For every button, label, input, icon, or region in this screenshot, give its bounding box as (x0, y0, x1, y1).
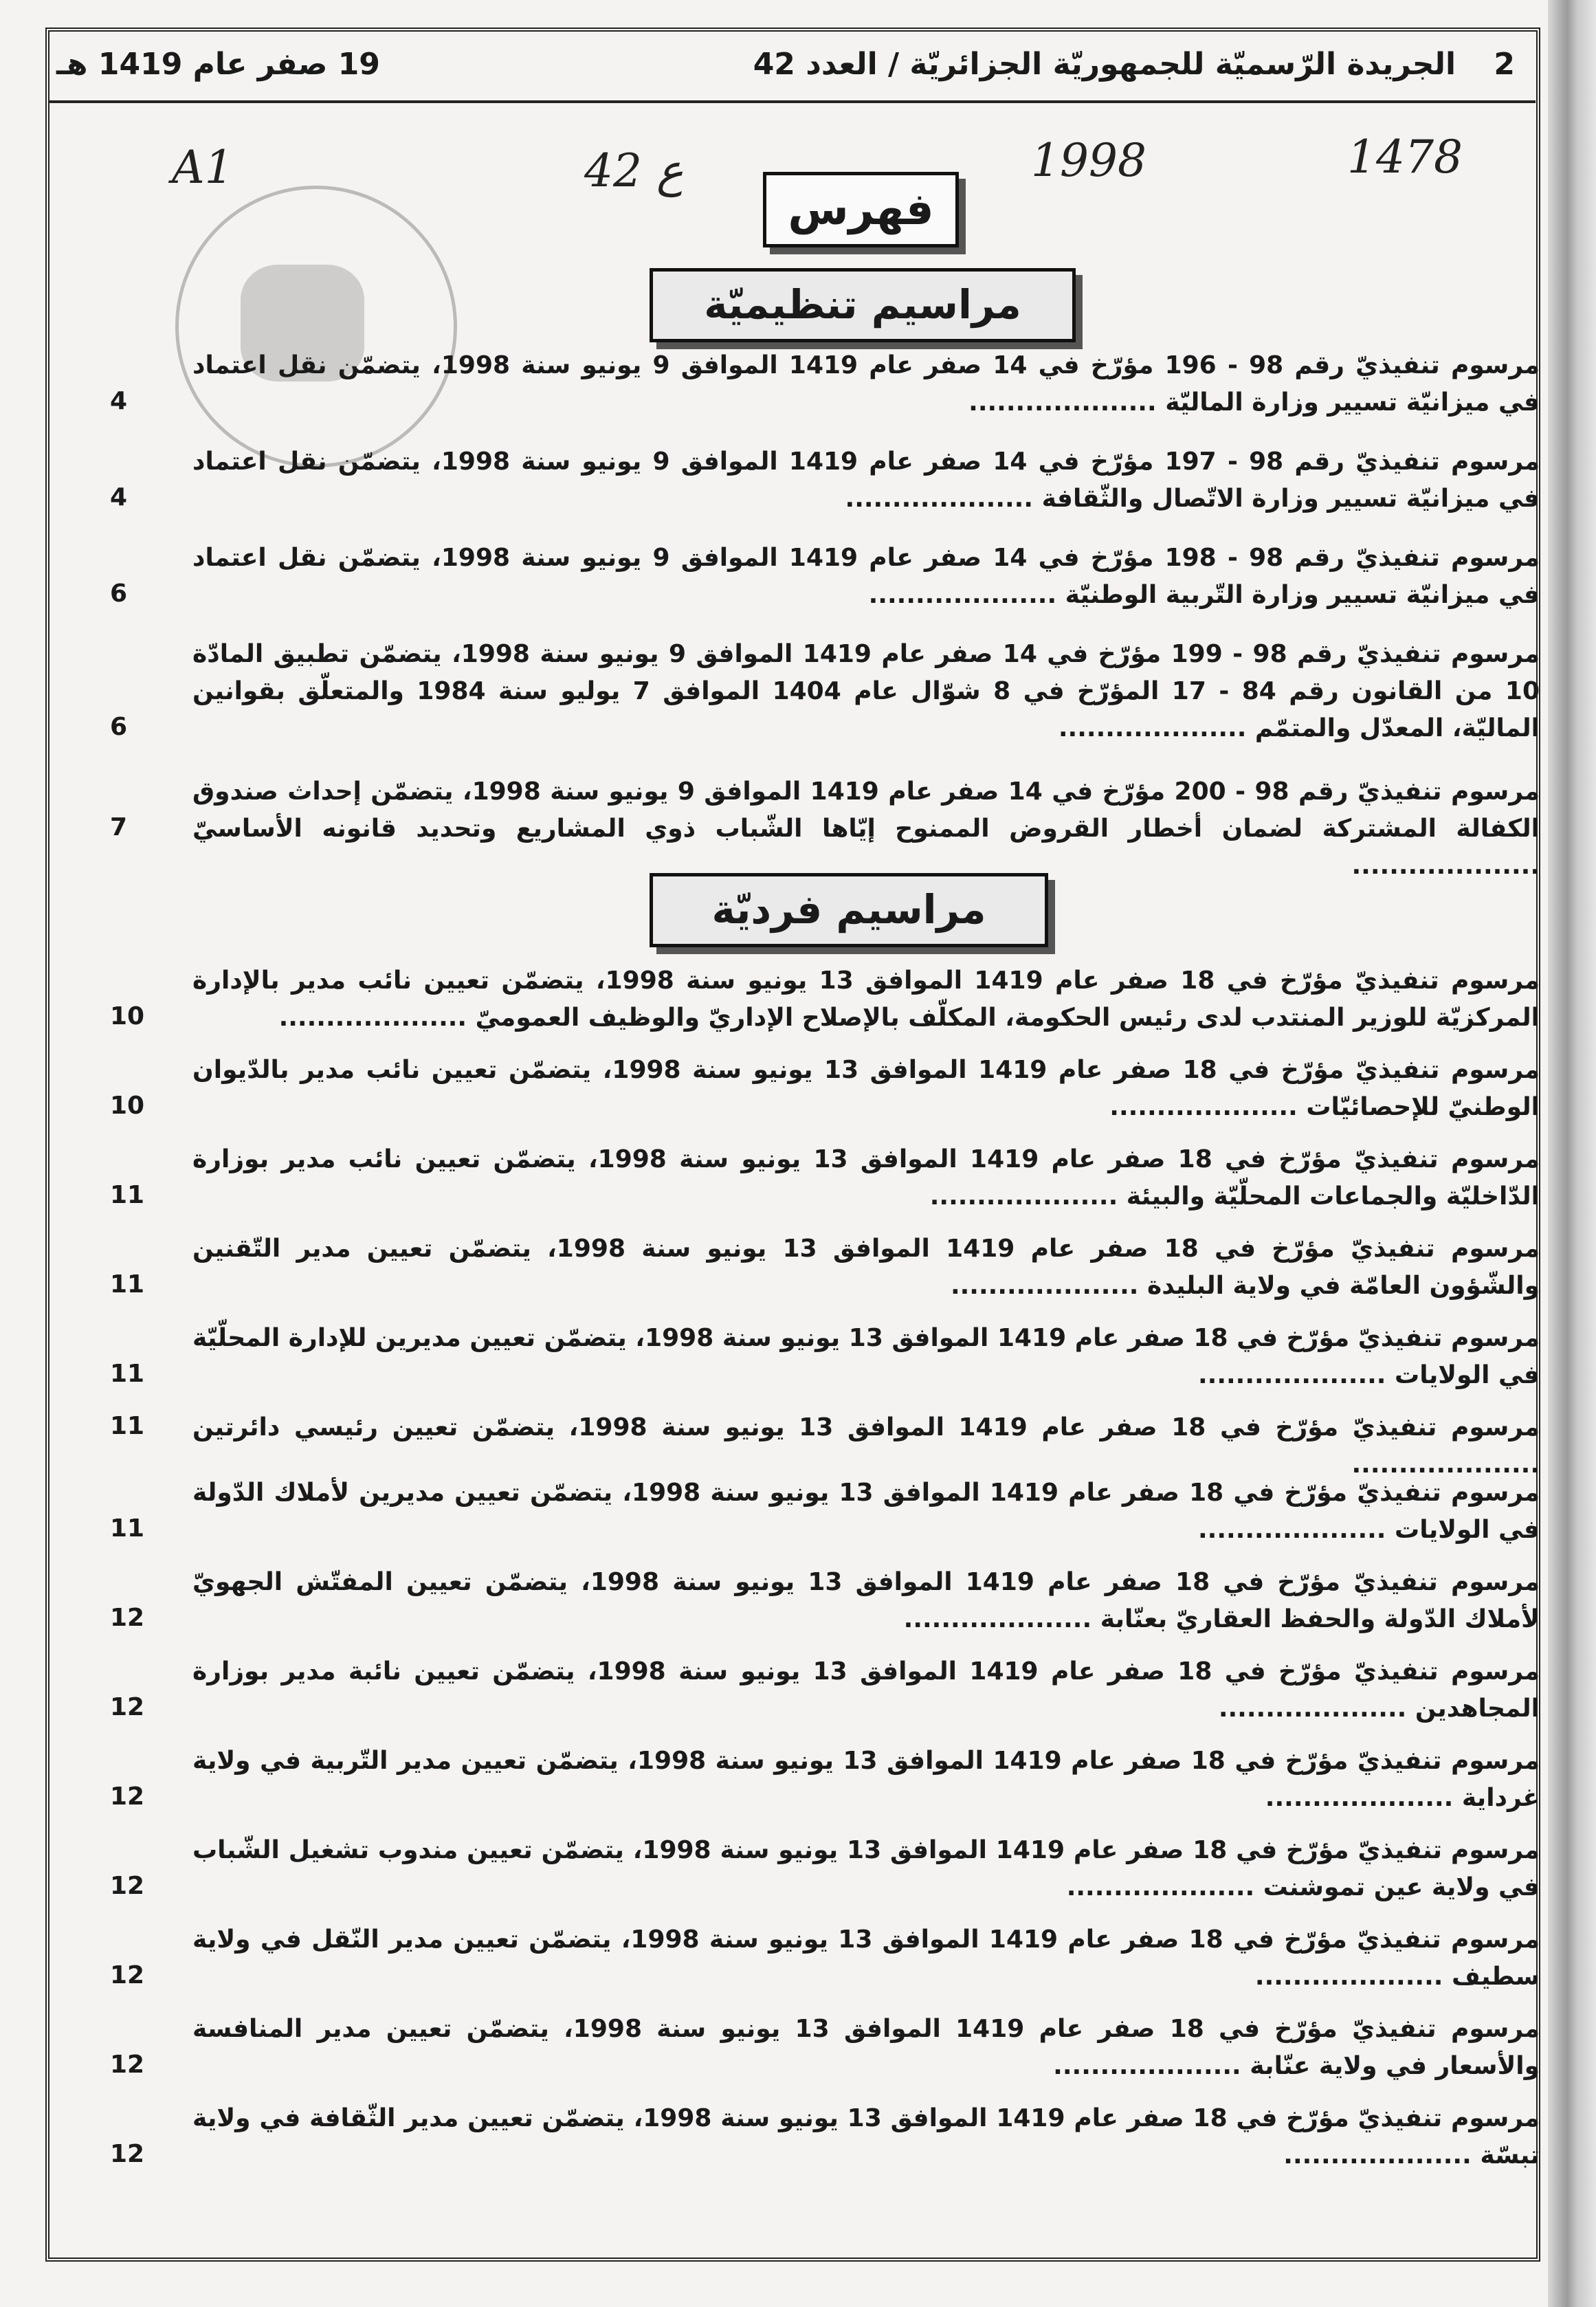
handwritten-note-year: 1998 (1031, 134, 1146, 187)
toc-entry-text: مرسوم تنفيذيّ رقم 98 - 199 مؤرّخ في 14 صفر عام 1419 الموافق 9 يونيو سنة 1998، يتضمّن تطبيق المادّة 10 من القانون رقم 84 - 17 المؤرّخ في 8 شوّال عام 1404 الموافق 7 يوليو سنة 1984 والمتعلّق بقوانين الماليّة، المعدّل والمتمّم .................... (192, 640, 1540, 742)
toc-entry-text: مرسوم تنفيذيّ رقم 98 - 200 مؤرّخ في 14 صفر عام 1419 الموافق 9 يونيو سنة 1998، يتضمّن إحداث صندوق الكفالة المشتركة لضمان أخطار القروض الممنوح إيّاها الشّباب ذوي المشاريع وتحديد قانونه الأساسيّ .................... (192, 777, 1540, 880)
binding-spine (1548, 0, 1596, 2307)
toc-entry-page: 11 (110, 1412, 145, 1440)
toc-entry-page: 11 (110, 1360, 145, 1388)
toc-entry-text: مرسوم تنفيذيّ مؤرّخ في 18 صفر عام 1419 الموافق 13 يونيو سنة 1998، يتضمّن تعيين رئيسي دائرتين .................... (192, 1413, 1540, 1479)
toc-entry-text: مرسوم تنفيذيّ مؤرّخ في 18 صفر عام 1419 الموافق 13 يونيو سنة 1998، يتضمّن تعيين مندوب تشغيل الشّباب في ولاية عين تموشنت .................... (192, 1836, 1540, 1901)
toc-entry-text: مرسوم تنفيذيّ مؤرّخ في 18 صفر عام 1419 الموافق 13 يونيو سنة 1998، يتضمّن تعيين مدير التّقنين والشّؤون العامّة في ولاية البليدة .................... (192, 1235, 1540, 1300)
header-page-number: 2 (1494, 47, 1515, 82)
page-header (49, 41, 1536, 103)
toc-entry-page: 12 (110, 1782, 145, 1811)
toc-entry-text: مرسوم تنفيذيّ رقم 98 - 198 مؤرّخ في 14 صفر عام 1419 الموافق 9 يونيو سنة 1998، يتضمّن نقل اعتماد في ميزانيّة تسيير وزارة التّربية الوطنيّة .................... (192, 544, 1540, 609)
handwritten-note-issue: 42 ع (584, 144, 684, 197)
section-individual-decrees: مراسيم فرديّة (650, 873, 1048, 947)
toc-entry-page: 12 (110, 1872, 145, 1900)
toc-entry-text: مرسوم تنفيذيّ مؤرّخ في 18 صفر عام 1419 الموافق 13 يونيو سنة 1998، يتضمّن تعيين مديرين لأملاك الدّولة في الولايات .................... (192, 1479, 1540, 1544)
library-stamp (175, 186, 457, 467)
toc-entry-page: 12 (110, 1961, 145, 1989)
toc-entry-page: 4 (110, 483, 128, 511)
header-journal-title: الجريدة الرّسميّة للجمهوريّة الجزائريّة / العدد 42 (753, 47, 1456, 82)
toc-entry-text: مرسوم تنفيذيّ مؤرّخ في 18 صفر عام 1419 الموافق 13 يونيو سنة 1998، يتضمّن تعيين مديرين للإدارة المحلّيّة في الولايات .................... (192, 1324, 1540, 1389)
handwritten-note-a1: A1 (172, 141, 234, 194)
toc-entry-page: 12 (110, 1604, 145, 1632)
toc-entry-page: 10 (110, 1092, 145, 1120)
toc-entry-page: 12 (110, 1693, 145, 1721)
toc-title: فهرس (763, 172, 959, 247)
header-date: 19 صفر عام 1419 هـ (56, 47, 380, 82)
toc-entry-page: 11 (110, 1514, 145, 1543)
toc-entry-page: 6 (110, 713, 128, 741)
toc-entry-text: مرسوم تنفيذيّ مؤرّخ في 18 صفر عام 1419 الموافق 13 يونيو سنة 1998، يتضمّن تعيين مدير النّقل في ولاية سطيف .................... (192, 1925, 1540, 1991)
toc-entry-page: 6 (110, 579, 128, 608)
toc-entry-text: مرسوم تنفيذيّ مؤرّخ في 18 صفر عام 1419 الموافق 13 يونيو سنة 1998، يتضمّن تعيين نائب مدير بالدّيوان الوطنيّ للإحصائيّات .................... (192, 1056, 1540, 1121)
toc-entry-text: مرسوم تنفيذيّ رقم 98 - 196 مؤرّخ في 14 صفر عام 1419 الموافق 9 يونيو سنة 1998، يتضمّن نقل اعتماد في ميزانيّة تسيير وزارة الماليّة .................... (192, 351, 1540, 417)
toc-entry-text: مرسوم تنفيذيّ مؤرّخ في 18 صفر عام 1419 الموافق 13 يونيو سنة 1998، يتضمّن تعيين نائبة مدير بوزارة المجاهدين .................... (192, 1657, 1540, 1723)
toc-entry-page: 10 (110, 1002, 145, 1030)
toc-entry-page: 7 (110, 813, 128, 841)
toc-entry-text: مرسوم تنفيذيّ مؤرّخ في 18 صفر عام 1419 الموافق 13 يونيو سنة 1998، يتضمّن تعيين مدير الثّقافة في ولاية تبسّة .................... (192, 2104, 1540, 2170)
toc-entry-text: مرسوم تنفيذيّ مؤرّخ في 18 صفر عام 1419 الموافق 13 يونيو سنة 1998، يتضمّن تعيين مدير المنافسة والأسعار في ولاية عنّابة .................... (192, 2015, 1540, 2080)
section-regulatory-decrees: مراسيم تنظيميّة (650, 268, 1076, 342)
toc-entry-text: مرسوم تنفيذيّ مؤرّخ في 18 صفر عام 1419 الموافق 13 يونيو سنة 1998، يتضمّن تعيين نائب مدير بالإدارة المركزيّة للوزير المنتدب لدى رئيس الحكومة، المكلّف بالإصلاح الإداريّ والوظيف العموميّ .................... (192, 967, 1540, 1032)
header-journal (753, 47, 1515, 82)
toc-entry-page: 11 (110, 1181, 145, 1209)
toc-entry-text: مرسوم تنفيذيّ مؤرّخ في 18 صفر عام 1419 الموافق 13 يونيو سنة 1998، يتضمّن تعيين نائب مدير بوزارة الدّاخليّة والجماعات المحلّيّة والبيئة .................... (192, 1145, 1540, 1211)
toc-entry-text: مرسوم تنفيذيّ مؤرّخ في 18 صفر عام 1419 الموافق 13 يونيو سنة 1998، يتضمّن تعيين المفتّش الجهويّ لأملاك الدّولة والحفظ العقاريّ بعنّابة .................... (192, 1568, 1540, 1633)
toc-entry-page: 11 (110, 1270, 145, 1299)
toc-entry-page: 4 (110, 387, 128, 415)
toc-entry-text: مرسوم تنفيذيّ مؤرّخ في 18 صفر عام 1419 الموافق 13 يونيو سنة 1998، يتضمّن تعيين مدير التّربية في ولاية غرداية .................... (192, 1747, 1540, 1812)
toc-entry-text: مرسوم تنفيذيّ رقم 98 - 197 مؤرّخ في 14 صفر عام 1419 الموافق 9 يونيو سنة 1998، يتضمّن نقل اعتماد في ميزانيّة تسيير وزارة الاتّصال والثّقافة .................... (192, 448, 1540, 513)
toc-entry-page: 12 (110, 2140, 145, 2168)
toc-entry-page: 12 (110, 2051, 145, 2079)
handwritten-note-number: 1478 (1347, 131, 1463, 184)
